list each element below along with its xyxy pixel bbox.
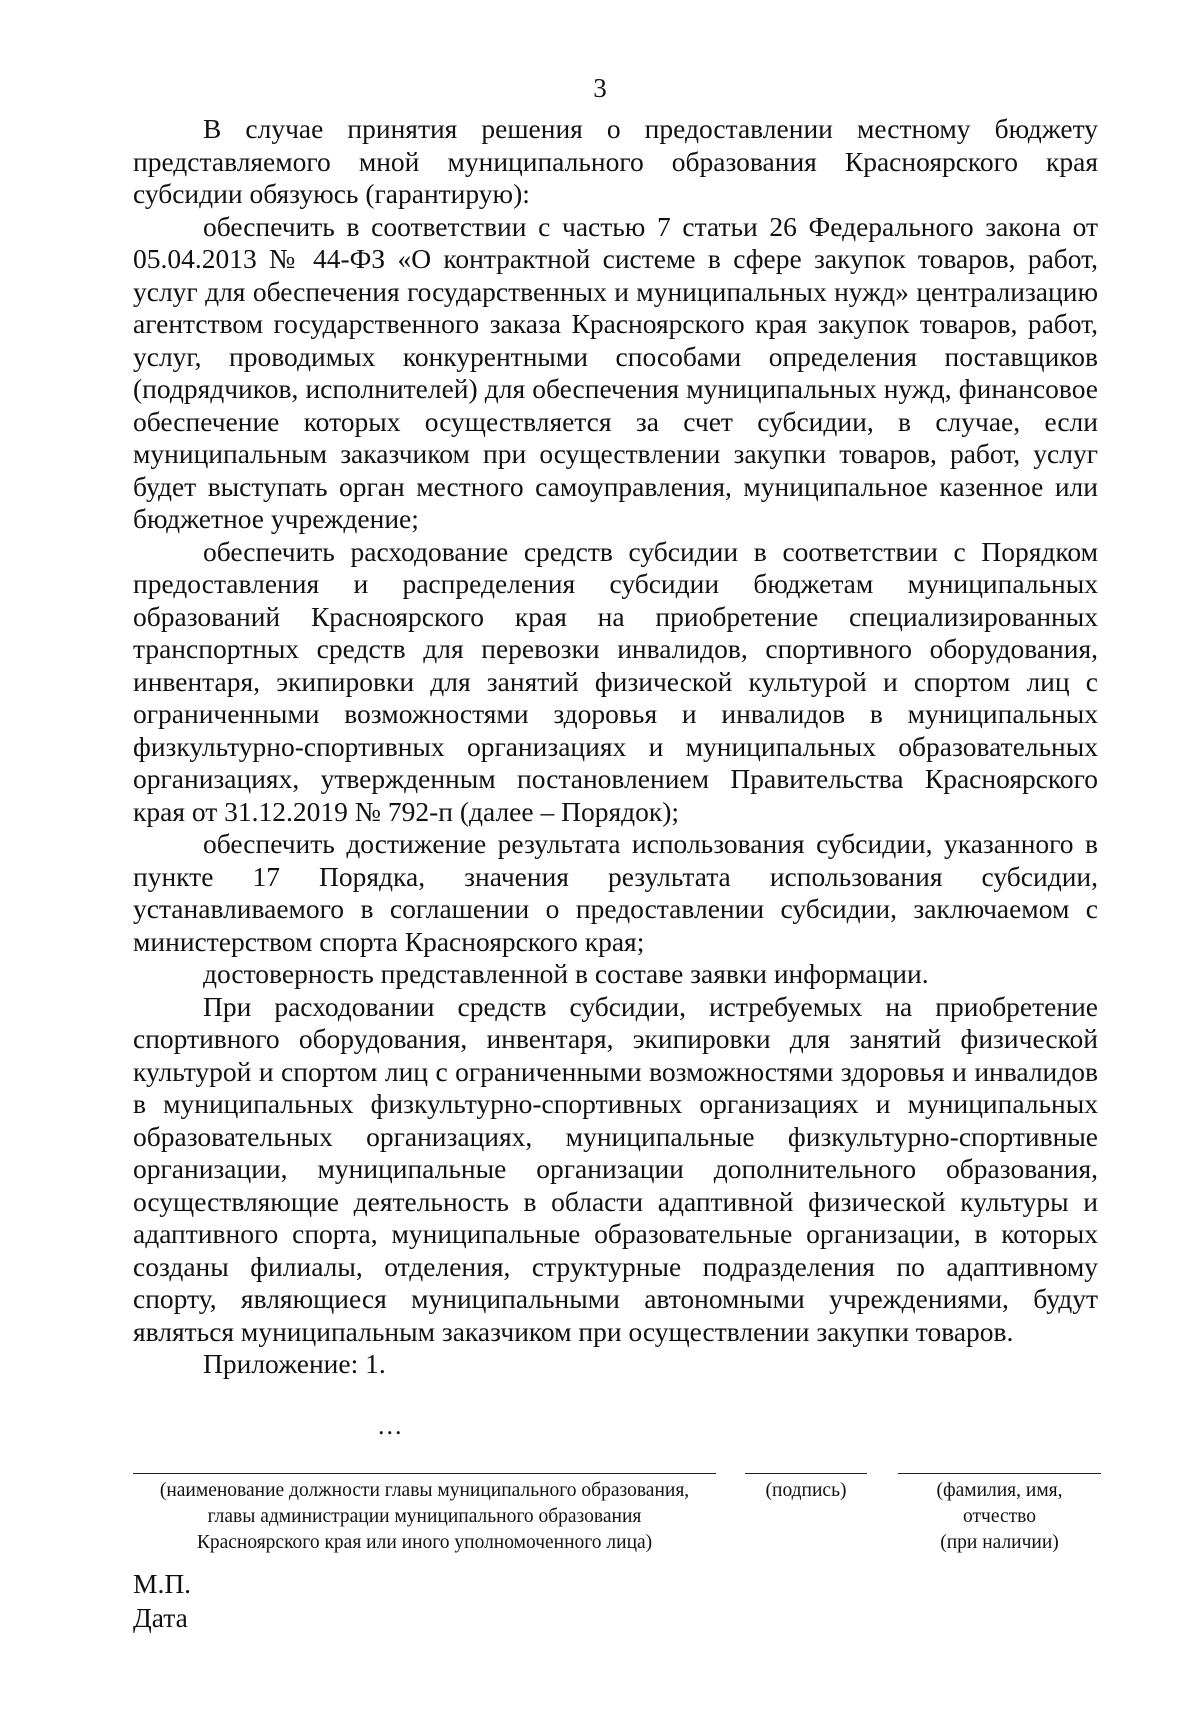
paragraph-procurement: При расходовании средств субсидии, истребуемых на приобретение спортивного оборудования, инвентаря, экипировки для занятий физической культурой и спортом лиц с ограниченными возможностями здоровья и инвалидов в муниципальных физкультурно-спортивных организациях и муниципальных образовательных организациях, муниципальные физкультурно-спортивные организации, муниципальные организации дополнительного образования, осуществляющие деятельность в области адаптивной физической культуры и адаптивного спорта, муниципальные образовательные организации, в которых созданы филиалы, отделения, структурные подразделения по адаптивному спорту, являющиеся муниципальными автономными учреждениями, будут являться муниципальным заказчиком при осуществлении закупки товаров. [133, 990, 1098, 1347]
stamp-place-label: М.П. [133, 1568, 192, 1599]
position-caption-line: главы администрации муниципального образования [207, 1506, 642, 1527]
signature-line [745, 1473, 867, 1474]
name-caption-line: (при наличии) [940, 1532, 1059, 1553]
date-label: Дата [133, 1602, 188, 1633]
document-body [133, 113, 1098, 1381]
stamp-block [133, 1567, 191, 1635]
paragraph-reliability: достоверность представленной в составе заявки информации. [203, 958, 929, 989]
ellipsis: ... [378, 1411, 404, 1440]
position-caption [133, 1478, 716, 1556]
paragraph-centralization: обеспечить в соответствии с частью 7 статьи 26 Федерального закона от 05.04.2013 № 44-ФЗ «О контрактной системе в сфере закупок товаров, работ, услуг для обеспечения государственных и муниципальных нужд» централизацию агентством государственного заказа Красноярского края закупок товаров, работ, услуг, проводимых конкурентными способами определения поставщиков (подрядчиков, исполнителей) для обеспечения муниципальных нужд, финансовое обеспечение которых осуществляется за счет субсидии, в случае, если муниципальным заказчиком при осуществлении закупки товаров, работ, услуг будет выступать орган местного самоуправления, муниципальное казенное или бюджетное учреждение; [133, 210, 1098, 534]
signature-caption-line: (подпись) [765, 1480, 847, 1501]
position-caption-line: Красноярского края или иного уполномоченного лица) [196, 1532, 653, 1553]
signature-caption [745, 1478, 867, 1504]
name-caption-line: (фамилия, имя, [936, 1480, 1063, 1501]
name-signature-line [898, 1473, 1101, 1474]
page-number: 3 [593, 73, 607, 103]
paragraph-result: обеспечить достижение результата использования субсидии, указанного в пункте 17 Порядка, значения результата использования субсидии, устанавливаемого в соглашении о предоставлении субсидии, заключаемом с министерством спорта Красноярского края; [133, 828, 1098, 957]
name-caption-line: отчество [963, 1506, 1036, 1527]
position-caption-line: (наименование должности главы муниципального образования, [159, 1480, 690, 1501]
name-caption [898, 1478, 1101, 1556]
position-signature-line [133, 1473, 716, 1474]
paragraph-intro: В случае принятия решения о предоставлении местному бюджету представляемого мной муниципального образования Красноярского края субсидии обязуюсь (гарантирую): [133, 113, 1098, 209]
paragraph-spending: обеспечить расходование средств субсидии в соответствии с Порядком предоставления и распределения субсидии бюджетам муниципальных образований Красноярского края на приобретение специализированных транспортных средств для перевозки инвалидов, спортивного оборудования, инвентаря, экипировки для занятий физической культурой и спортом лиц с ограниченными возможностями здоровья и инвалидов в муниципальных физкультурно-спортивных организациях и муниципальных образовательных организациях, утвержденным постановлением Правительства Красноярского края от 31.12.2019 № 792-п (далее – Порядок); [133, 535, 1098, 827]
paragraph-attachment: Приложение: 1. [203, 1348, 386, 1379]
